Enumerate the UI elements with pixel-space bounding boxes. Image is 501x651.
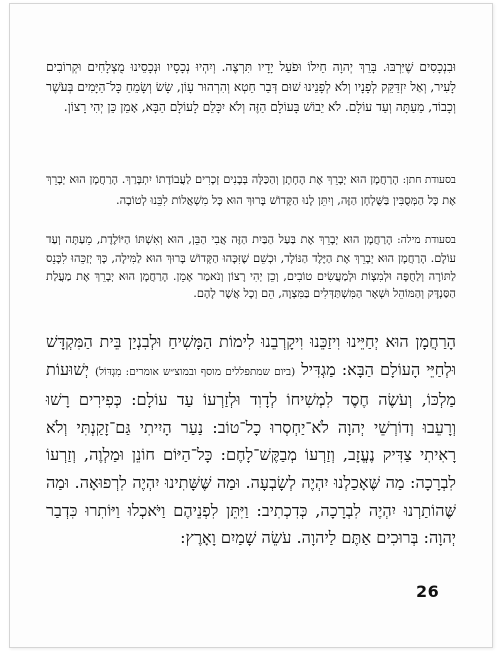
book-page — [9, 3, 493, 648]
closing-paragraph — [46, 328, 456, 552]
prayer-paragraph-circumcision — [46, 231, 456, 303]
circumcision-instruction: בסעודת מילה: — [397, 234, 456, 246]
closing-instruction-note: (ביום שמתפללים מוסף ובמוצ״ש אומרים: מִגְדּוֹל) — [95, 365, 296, 378]
wedding-instruction: בסעודת חתן: — [402, 174, 456, 186]
blessing-text: וּבִנְכָסִים שֶׁיִּרְבּוּ. בָּרֵךְ יְהוָה חֵילוֹ וּפֹעַל יָדָיו תִּרְצֶה. וְיִהְיוּ נְכָסָיו וּנְכָסֵינוּ מֻצְלָחִים וּקְרוֹבִים לָעִיר, וְאַל יִזְדַּקֵּק לְפָנָיו וְלֹא לְפָנֵינוּ שׁוּם דְּבַר חֵטְא וְהִרְהוּר עָוֹן, שָׂשׂ וְשָׂמֵחַ כָּל־הַיָּמִים בְּעֹשֶׁר וְכָבוֹד, מֵעַתָּה וְעַד עוֹלָם. לֹא יֵבוֹשׁ בָּעוֹלָם הַזֶּה וְלֹא יִכָּלֵם לָעוֹלָם הַבָּא, אָמֵן כֵּן יְהִי רָצוֹן. — [46, 60, 456, 114]
wedding-text: הָרַחֲמָן הוּא יְבָרֵךְ אֶת הֶחָתָן וְהַכַּלָּה בְּבָנִים זְכָרִים לַעֲבוֹדָתוֹ יִתְבָּרַךְ. הָרַחֲמָן הוּא יְבָרֵךְ אֶת כָּל הַמְּסֻבִּין בַּשֻּׁלְחָן הַזֶּה, וְיִתֵּן לָנוּ הַקָּדוֹשׁ בָּרוּךְ הוּא כָּל מִשְׁאֲלוֹת לִבֵּנוּ לְטוֹבָה. — [46, 172, 456, 207]
closing-text-end: יְשׁוּעוֹת מַלְכּוֹ, וְעֹשֶׂה חֶסֶד לִמְשִׁיחוֹ לְדָוִד וּלְזַרְעוֹ עַד עוֹלָם: כְּפִירִים רָשׁוּ וְרָעֵבוּ וְדוֹרְשֵׁי יְהוָה לֹא־יַחְסְרוּ כָל־טוֹב: נַעַר הָיִיתִי גַּם־זָקַנְתִּי וְלֹא רָאִיתִי צַדִּיק נֶעֱזָב, וְזַרְעוֹ מְבַקֶּשׁ־לָחֶם: כָּל־הַיּוֹם חוֹנֵן וּמַלְוֶה, וְזַרְעוֹ לִבְרָכָה: מַה שֶּׁאָכַלְנוּ יִהְיֶה לְשָׂבְעָה. וּמַה שֶּׁשָּׁתִינוּ יִהְיֶה לִרְפוּאָה. וּמַה שֶּׁהוֹתַרְנוּ יִהְיֶה לִבְרָכָה, כְּדִכְתִיב: וַיִּתֵּן לִפְנֵיהֶם וַיֹּאכְלוּ וַיּוֹתִרוּ כִּדְבַר יְהוָה: בְּרוּכִים אַתֶּם לַיהוָה. עֹשֵׂה שָׁמַיִם וָאָרֶץ: — [46, 359, 456, 548]
wedding-paragraph — [46, 169, 456, 210]
closing-text-start: הָרַחֲמָן הוּא יְחַיֵּינוּ וִיזַכֵּנוּ וִיקָרְבֵנוּ לִימוֹת הַמָּשִׁיחַ וּלְבִנְיַן בֵּית הַמִּקְדָּשׁ וּלְחַיֵּי הָעוֹלָם הַבָּא: מַגְדִּיל — [46, 332, 457, 379]
circumcision-text: הָרַחֲמָן הוּא יְבָרֵךְ אֶת בַּעַל הַבַּיִת הַזֶּה אֲבִי הַבֵּן, הוּא וְאִשְׁתּוֹ הַיּוֹלֶדֶת, מֵעַתָּה וְעַד עוֹלָם. הָרַחֲמָן הוּא יְבָרֵךְ אֶת הַיֶּלֶד הַנּוֹלָד, וּכְשֵׁם שֶׁזִּכָּהוּ הַקָּדוֹשׁ בָּרוּךְ הוּא לַמִּילָה, כָּךְ יְזַכֵּהוּ לִכָּנֵס לַתּוֹרָה וְלַחֻפָּה וּלְמִצְוֹת וּלְמַעֲשִׂים טוֹבִים, וְכֵן יְהִי רָצוֹן וְנֹאמַר אָמֵן. הָרַחֲמָן הוּא יְבָרֵךְ אֶת מַעֲלַת הַסַּנְדָּק וְהַמּוֹהֵל וּשְׁאָר הַמִּשְׁתַּדְּלִים בַּמִּצְוָה, הֵם וְכָל אֲשֶׁר לָהֶם. — [46, 232, 456, 301]
prayer-paragraph-blessing — [46, 57, 456, 117]
prayer-paragraph-wedding — [46, 169, 456, 210]
prayer-paragraph-closing — [46, 328, 456, 552]
circumcision-paragraph — [46, 231, 456, 303]
page-number: 26 — [416, 582, 440, 601]
